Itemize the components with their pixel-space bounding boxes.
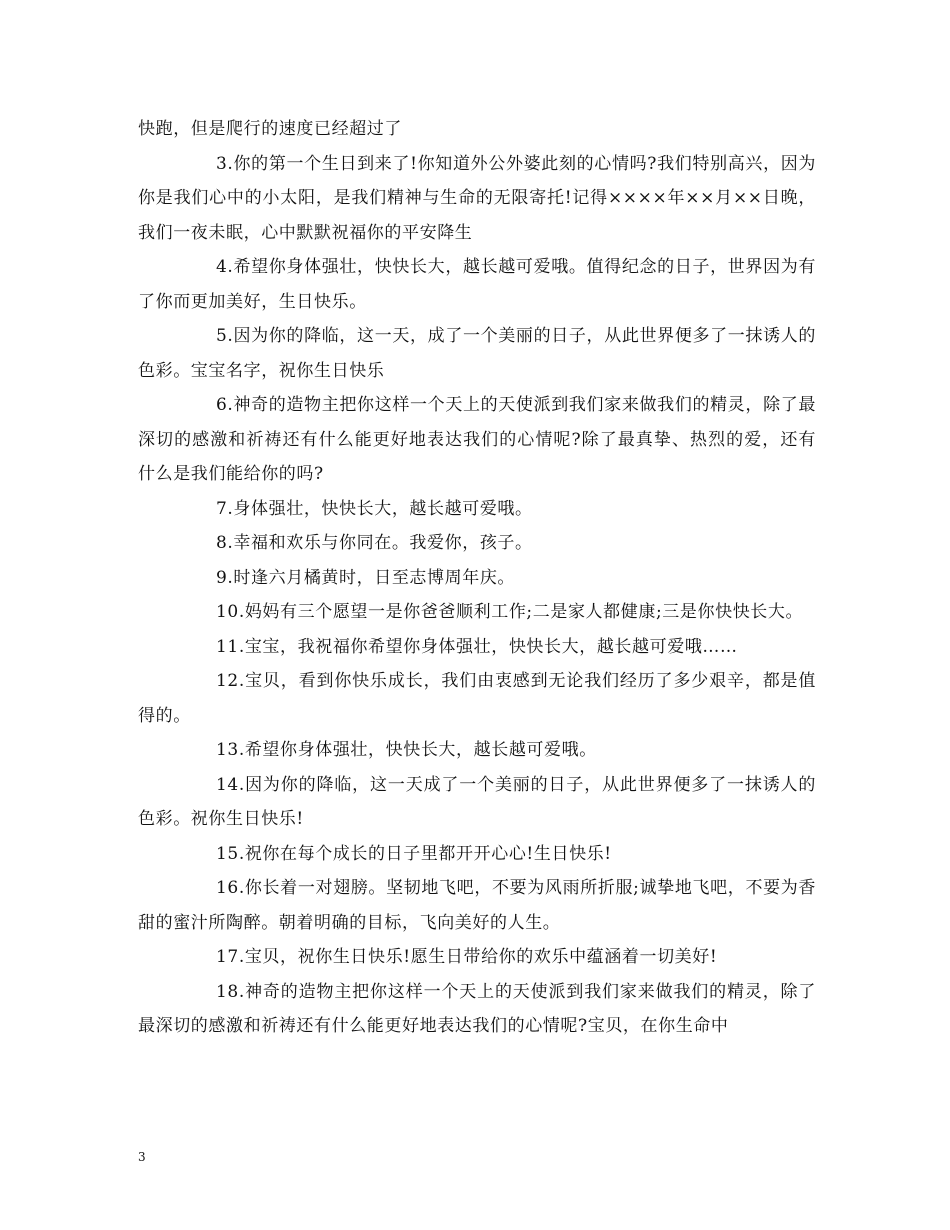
paragraph-item-17: 17.宝贝，祝你生日快乐!愿生日带给你的欢乐中蕴涵着一切美好! bbox=[216, 947, 718, 967]
paragraph-continuation: 快跑，但是爬行的速度已经超过了 bbox=[138, 119, 402, 139]
paragraph-item-6: 6.神奇的造物主把你这样一个天上的天使派到我们家来做我们的精灵，除了最深切的感激和祈祷还有什么能更好地表达我们的心情呢?除了最真挚、热烈的爱，还有什么是我们能给你的吗? bbox=[138, 395, 816, 484]
paragraph-item-4: 4.希望你身体强壮，快快长大，越长越可爱哦。值得纪念的日子，世界因为有了你而更加美好，生日快乐。 bbox=[138, 257, 816, 312]
paragraph-item-5: 5.因为你的降临，这一天，成了一个美丽的日子，从此世界便多了一抹诱人的色彩。宝宝名字，祝你生日快乐 bbox=[138, 326, 816, 381]
paragraph-item-18: 18.神奇的造物主把你这样一个天上的天使派到我们家来做我们的精灵，除了最深切的感激和祈祷还有什么能更好地表达我们的心情呢?宝贝，在你生命中 bbox=[138, 981, 816, 1036]
paragraph-item-11: 11.宝宝，我祝福你希望你身体强壮，快快长大，越长越可爱哦…… bbox=[216, 636, 738, 657]
paragraph-item-8: 8.幸福和欢乐与你同在。我爱你，孩子。 bbox=[216, 533, 533, 553]
page-number: 3 bbox=[138, 1150, 146, 1164]
paragraph-item-7: 7.身体强壮，快快长大，越长越可爱哦。 bbox=[216, 498, 533, 519]
paragraph-item-12: 12.宝贝，看到你快乐成长，我们由衷感到无论我们经历了多少艰辛，都是值得的。 bbox=[138, 671, 816, 726]
paragraph-item-10: 10.妈妈有三个愿望一是你爸爸顺利工作;二是家人都健康;三是你快快长大。 bbox=[216, 602, 804, 622]
paragraph-item-9: 9.时逢六月橘黄时，日至志博周年庆。 bbox=[216, 567, 516, 588]
paragraph-item-14: 14.因为你的降临，这一天成了一个美丽的日子，从此世界便多了一抹诱人的色彩。祝你生日快乐! bbox=[138, 774, 816, 829]
paragraph-item-15: 15.祝你在每个成长的日子里都开开心心!生日快乐! bbox=[216, 843, 612, 864]
paragraph-item-3: 3.你的第一个生日到来了!你知道外公外婆此刻的心情吗?我们特别高兴，因为你是我们心中的小太阳，是我们精神与生命的无限寄托!记得××××年××月××日晚，我们一夜未眠，心中默默祝福你的平安降生 bbox=[138, 153, 816, 243]
document-body bbox=[138, 112, 816, 1044]
paragraph-item-13: 13.希望你身体强壮，快快长大，越长越可爱哦。 bbox=[216, 740, 597, 760]
paragraph-item-16: 16.你长着一对翅膀。坚韧地飞吧，不要为风雨所折服;诚挚地飞吧，不要为香甜的蜜汁所陶醉。朝着明确的目标，飞向美好的人生。 bbox=[138, 878, 816, 933]
